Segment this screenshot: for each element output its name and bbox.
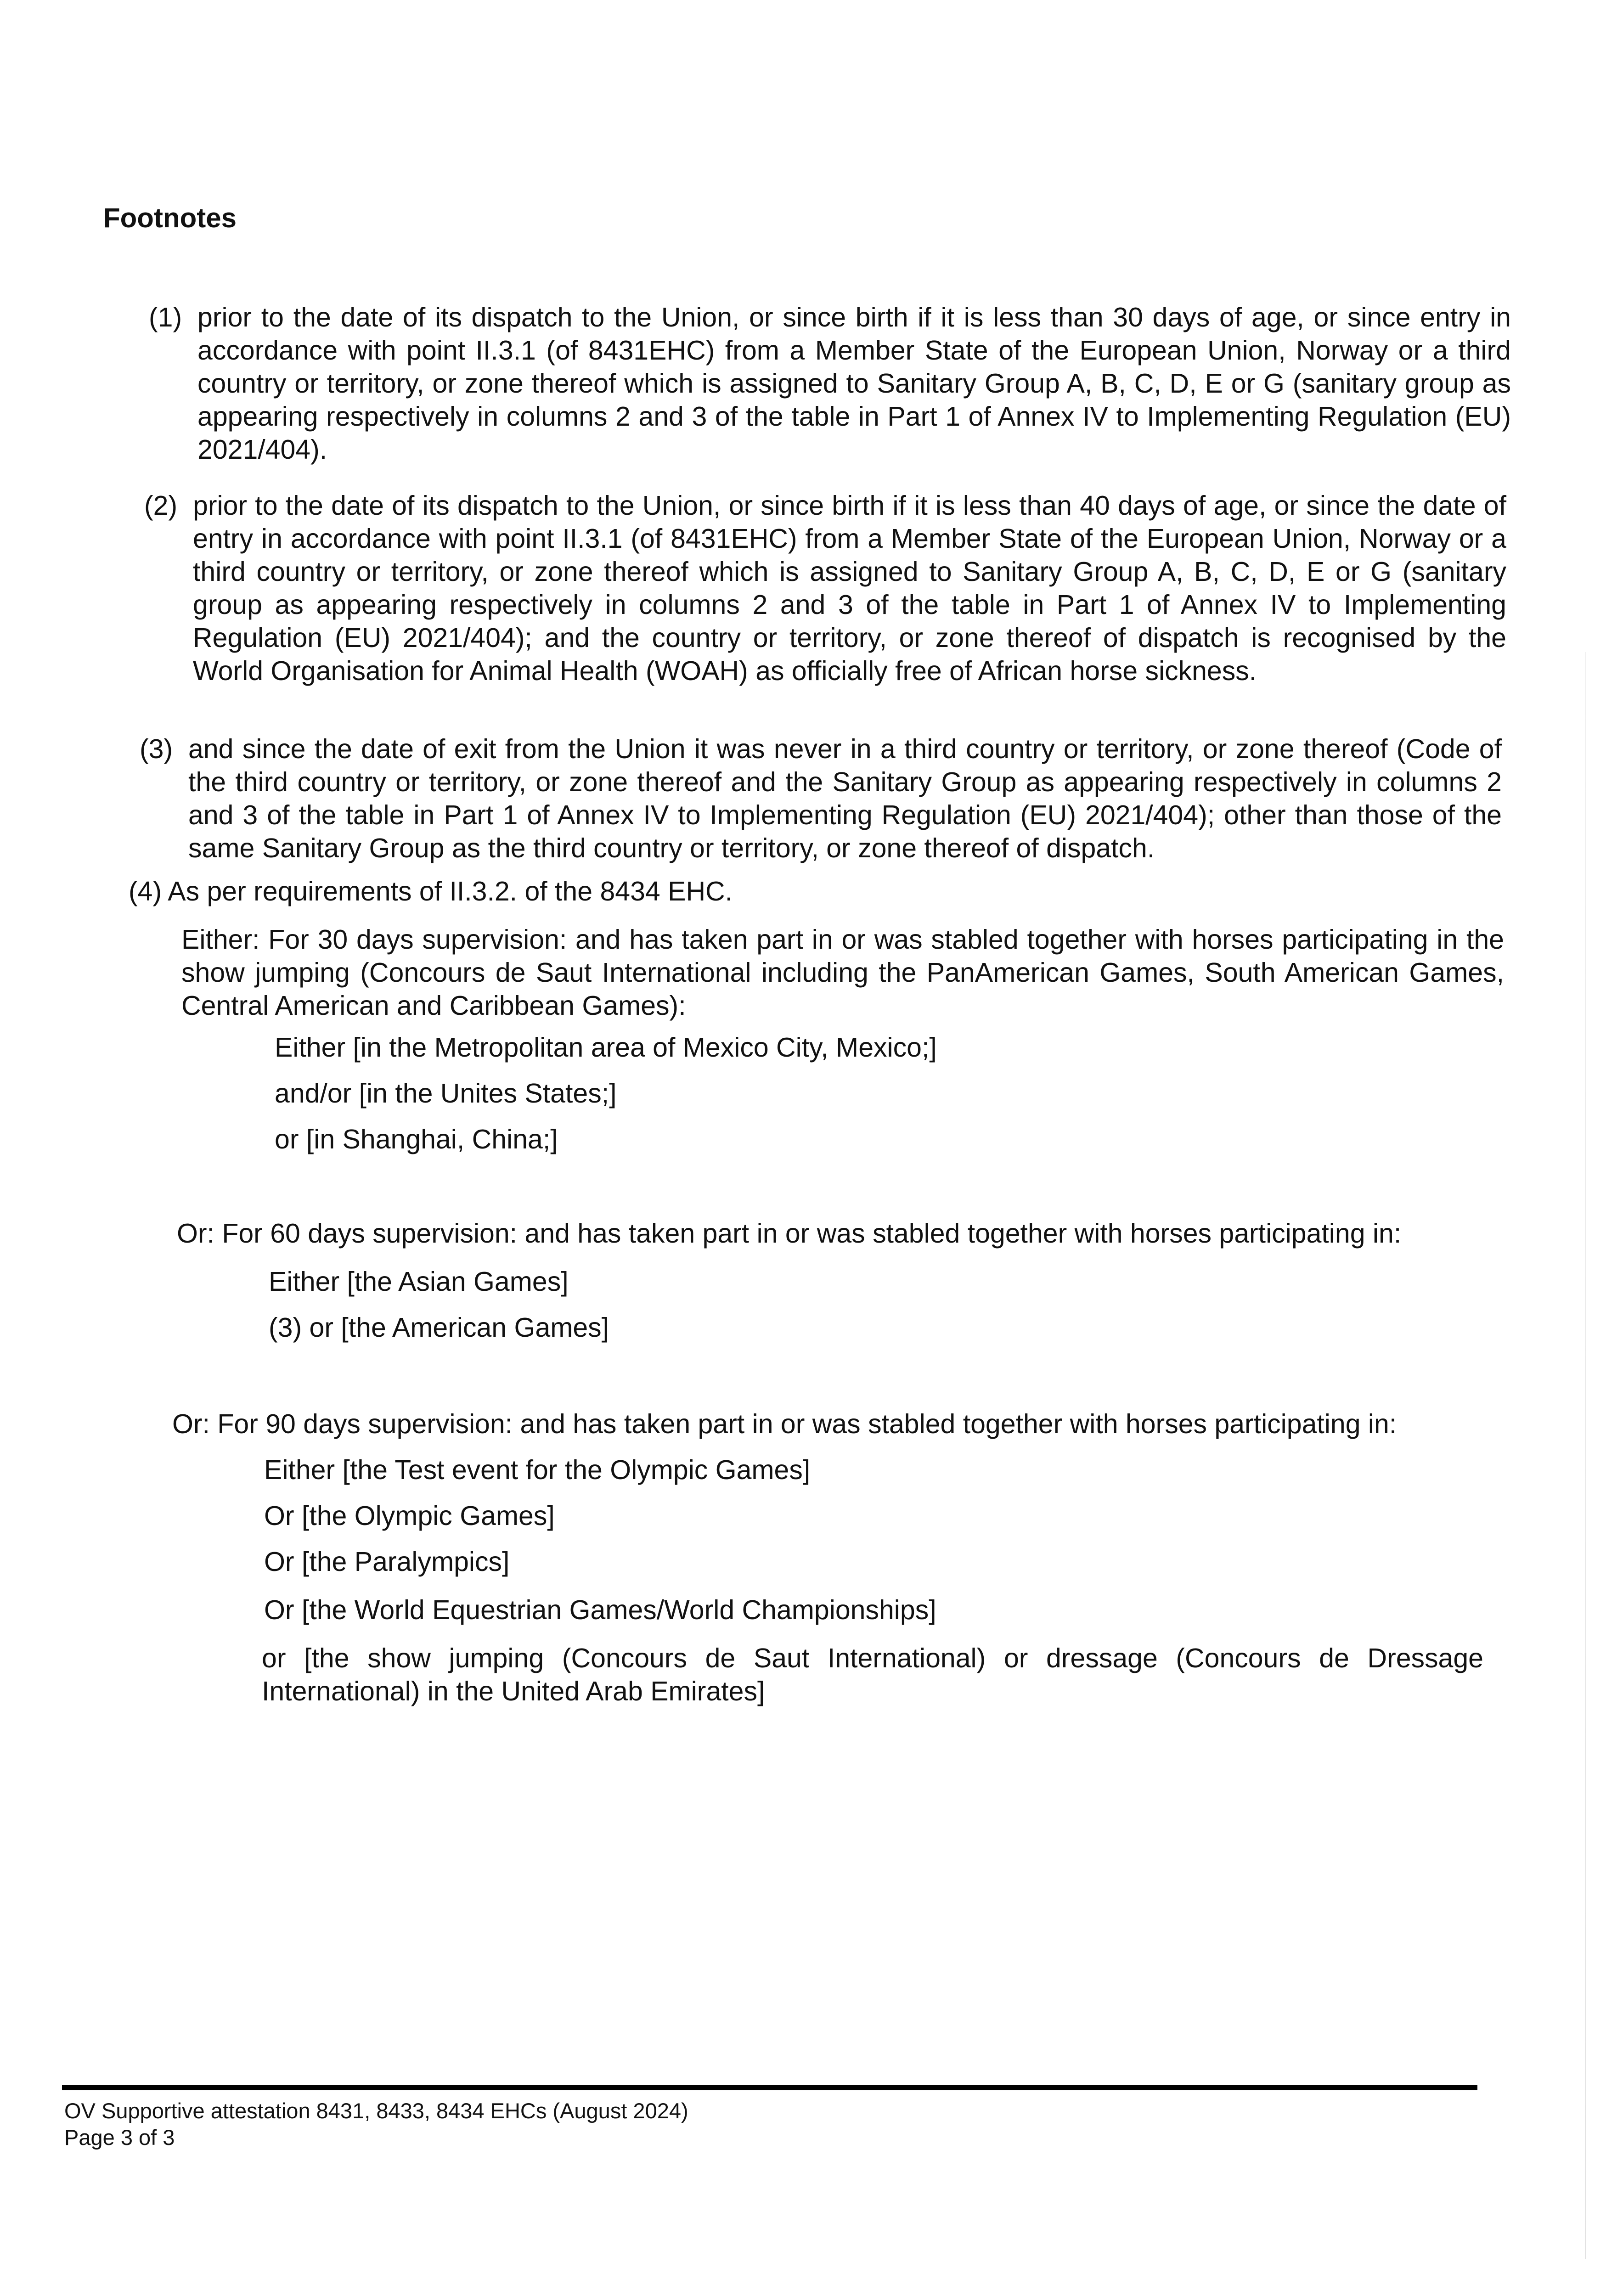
footnote-2-text: prior to the date of its dispatch to the Union, or since birth if it is less than 40 days of age, or since the date of entry in accordance with point II.3.1 (of 8431EHC) from a Member State of the European Union, Norway or a third country or territory, or zone thereof which is assigned to Sanitary Group A, B, C, D, E or G (sanitary group as appearing respectively in columns 2 and 3 of the table in Part 1 of Annex IV to Implementing Regulation (EU) 2021/404); and the country or territory, or zone thereof of dispatch is recognised by the World Organisation for Animal Health (WOAH) as officially free of African horse sickness. [193, 490, 1506, 686]
list-90-item-3: Or [the Paralympics] [264, 1547, 510, 1577]
footnote-1 [149, 301, 1511, 466]
list-90-item-4: Or [the World Equestrian Games/World Championships] [264, 1595, 936, 1625]
footer-document-title: OV Supportive attestation 8431, 8433, 8434 EHCs (August 2024) [64, 2099, 688, 2123]
footer-rule [62, 2085, 1477, 2090]
list-60-item-2: (3) or [the American Games] [269, 1312, 609, 1343]
list-30-item-2: and/or [in the Unites States;] [275, 1078, 617, 1109]
footnote-3-marker: (3) [140, 734, 173, 764]
footnote-2-marker: (2) [144, 490, 178, 521]
list-30-item-3: or [in Shanghai, China;] [275, 1124, 558, 1154]
scan-edge-line [1585, 652, 1586, 2259]
list-90-item-1: Either [the Test event for the Olympic Games] [264, 1455, 811, 1485]
footnote-2 [144, 489, 1506, 687]
supervision-60-days: Or: For 60 days supervision: and has taken part in or was stabled together with horses participating in: [177, 1218, 1402, 1249]
supervision-30-days: Either: For 30 days supervision: and has taken part in or was stabled together with horses participating in the show jumping (Concours de Saut International including the PanAmerican Games, South American Games, Central American and Caribbean Games): [181, 924, 1504, 1021]
page-footer [64, 2098, 688, 2151]
list-30-item-1: Either [in the Metropolitan area of Mexico City, Mexico;] [275, 1032, 937, 1063]
footnotes-heading: Footnotes [103, 203, 237, 233]
footnote-3-text: and since the date of exit from the Union it was never in a third country or territory, or zone thereof (Code of the third country or territory, or zone thereof and the Sanitary Group as appearing respectively in columns 2 and 3 of the table in Part 1 of Annex IV to Implementing Regulation (EU) 2021/404); other than those of the same Sanitary Group as the third country or territory, or zone thereof of dispatch. [188, 734, 1502, 863]
footnote-1-marker: (1) [149, 302, 182, 332]
list-90-item-5: or [the show jumping (Concours de Saut International) or dressage (Concours de Dressage International) in the United Arab Emirates] [262, 1643, 1483, 1706]
list-90-item-2: Or [the Olympic Games] [264, 1501, 555, 1531]
supervision-90-days: Or: For 90 days supervision: and has taken part in or was stabled together with horses participating in: [172, 1409, 1397, 1439]
list-60-item-1: Either [the Asian Games] [269, 1266, 569, 1297]
footer-page-number: Page 3 of 3 [64, 2125, 175, 2150]
footnote-3 [140, 732, 1502, 865]
footnote-1-text: prior to the date of its dispatch to the Union, or since birth if it is less than 30 days of age, or since entry in accordance with point II.3.1 (of 8431EHC) from a Member State of the European Union, Norway or a third country or territory, or zone thereof which is assigned to Sanitary Group A, B, C, D, E or G (sanitary group as appearing respectively in columns 2 and 3 of the table in Part 1 of Annex IV to Implementing Regulation (EU) 2021/404). [197, 302, 1511, 465]
footnote-4-intro: (4) As per requirements of II.3.2. of the 8434 EHC. [129, 876, 733, 906]
